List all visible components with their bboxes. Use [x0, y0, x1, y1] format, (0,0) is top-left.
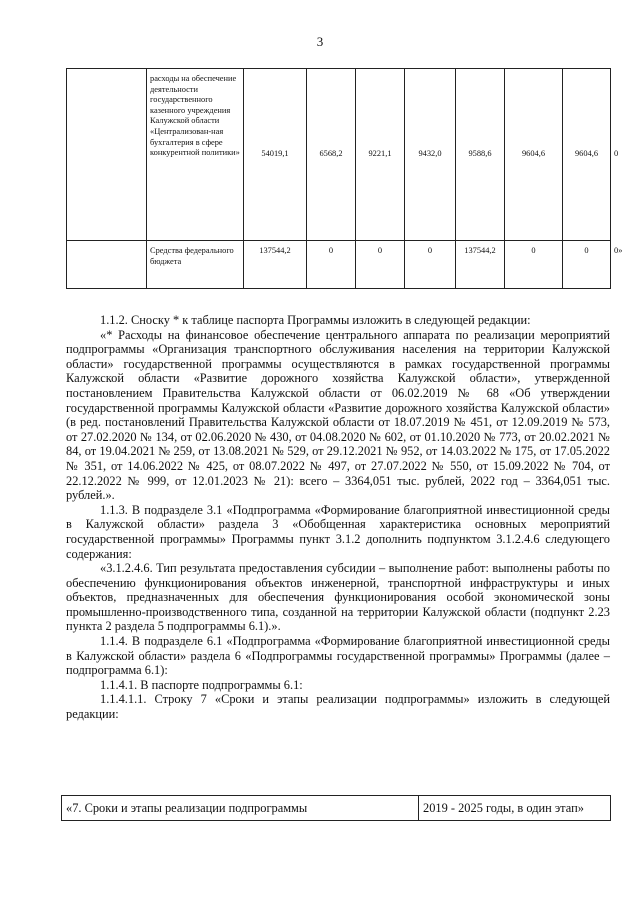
table-cell: 0	[405, 241, 456, 289]
table-row: расходы на обеспечение деятельности государственного казенного учреждения Калужской области «Централизован-ная бухгалтерия в сфере конкурентной политики» 54019,1 6568,2 9221,1 9432,0 9588,6 9604,6 9604,6 0	[67, 69, 611, 241]
table-cell: 0	[505, 241, 563, 289]
financing-table	[66, 68, 623, 289]
table-cell: 9604,6	[505, 69, 563, 241]
table-cell: 9588,6	[456, 69, 505, 241]
table-cell: 9221,1	[356, 69, 405, 241]
paragraph: 1.1.2. Сноску * к таблице паспорта Программы изложить в следующей редакции:	[100, 313, 531, 327]
table-cell: 6568,2	[307, 69, 356, 241]
paragraph: 1.1.4. В подразделе 6.1 «Подпрограмма «Формирование благоприятной инвестиционной среды в Калужской области» раздела 6 «Подпрограммы государственной программы» Программы (далее – подпрограмма 6.1):	[66, 634, 610, 678]
table-cell: 9432,0	[405, 69, 456, 241]
table-cell: 0	[307, 241, 356, 289]
paragraph: 1.1.3. В подразделе 3.1 «Подпрограмма «Формирование благоприятной инвестиционной среды в Калужской области» раздела 3 «Обобщенная характеристика основных мероприятий государственной программы» Программы пункт 3.1.2 дополнить подпунктом 3.1.2.4.6 следующего содержания:	[66, 502, 610, 561]
document-body	[66, 313, 610, 722]
table-cell: 137544,2	[244, 241, 307, 289]
paragraph: 1.1.4.1.1. Строку 7 «Сроки и этапы реализации подпрограммы» изложить в следующей редакции:	[66, 692, 610, 722]
table-cell: 54019,1	[244, 69, 307, 241]
terms-value: 2019 - 2025 годы, в один этап»	[419, 796, 611, 821]
table-cell-empty	[67, 241, 147, 289]
terms-label: «7. Сроки и этапы реализации подпрограммы	[62, 796, 419, 821]
table-cell: 0	[356, 241, 405, 289]
row-name: Средства федерального бюджета	[147, 241, 244, 289]
table-cell-empty	[67, 69, 147, 241]
table-row	[62, 796, 611, 821]
paragraph: 1.1.4.1. В паспорте подпрограммы 6.1:	[100, 677, 303, 692]
table-cell: 9604,6	[563, 69, 611, 241]
paragraph: «* Расходы на финансовое обеспечение центрального аппарата по реализации мероприятий подпрограммы «Организация транспортного обслуживания населения на территории Калужской области» государственной программы осуществляются в рамках государственной программы Калужской области «Развитие дорожного хозяйства Калужской области», утвержденной постановлением Правительства Калужской области от 06.02.2019 № 68 «Об утверждении государственной программы Калужской области «Развитие дорожного хозяйства Калужской области» (в ред. постановлений Правительства Калужской области от 18.07.2019 № 451, от 12.09.2019 № 573, от 27.02.2020 № 134, от 02.06.2020 № 430, от 04.08.2020 № 602, от 01.10.2020 № 773, от 20.02.2021 № 84, от 19.04.2021 № 259, от 13.08.2021 № 529, от 29.12.2021 № 952, от 14.03.2022 № 175, от 17.05.2022 № 351, от 14.06.2022 № 425, от 08.07.2022 № 497, от 27.07.2022 № 550, от 15.09.2022 № 704, от 22.12.2022 № 999, от 12.01.2023 № 21): всего – 3364,051 тыс. рублей, 2022 год – 3364,051 тыс. рублей.».	[66, 327, 610, 503]
table-row: Средства федерального бюджета 137544,2 0 0 0 137544,2 0 0 0»	[67, 241, 611, 289]
row-name: расходы на обеспечение деятельности государственного казенного учреждения Калужской области «Централизован-ная бухгалтерия в сфере конкурентной политики»	[147, 69, 244, 241]
terms-table	[61, 795, 611, 821]
table-cell: 137544,2	[456, 241, 505, 289]
paragraph: «3.1.2.4.6. Тип результата предоставления субсидии – выполнение работ: выполнены работы по обеспечению функционирования объектов инженерной, транспортной инфраструктуры и иных объектов, предназначенных для обеспечения функционирования особой экономической зоны промышленно-производственного типа, созданной на территории Калужской области (подпункт 2.23 пункта 2 раздела 5 подпрограммы 6.1).».	[66, 561, 610, 634]
page-number: 3	[316, 34, 324, 49]
table-cell: 0	[563, 241, 611, 289]
